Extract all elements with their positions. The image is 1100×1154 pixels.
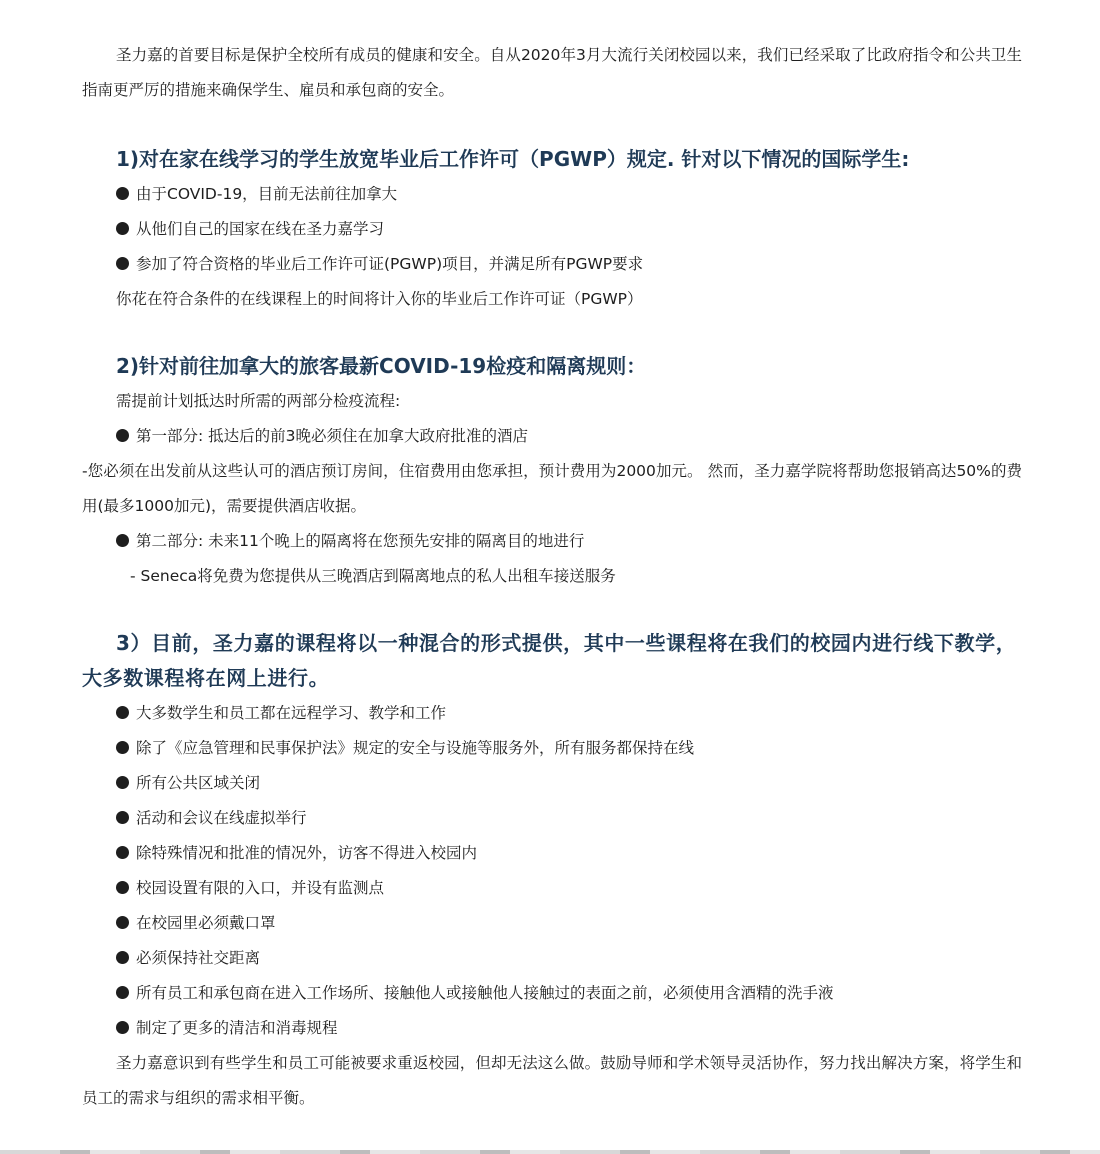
bullet-icon — [116, 951, 129, 964]
list-item: 必须保持社交距离 — [82, 941, 1022, 976]
section-2-heading: 2)针对前往加拿大的旅客最新COVID-19检疫和隔离规则： — [116, 354, 647, 378]
spacer — [82, 108, 1022, 142]
list-item: 除特殊情况和批准的情况外，访客不得进入校园内 — [82, 836, 1022, 871]
section-3-list — [82, 696, 1022, 1046]
bullet-icon — [116, 846, 129, 859]
list-item: 制定了更多的清洁和消毒规程 — [82, 1011, 1022, 1046]
list-item: 所有公共区域关闭 — [82, 766, 1022, 801]
bullet-icon — [116, 811, 129, 824]
section-1-note: 你花在符合条件的在线课程上的时间将计入你的毕业后工作许可证（PGWP） — [116, 290, 643, 308]
bullet-icon — [116, 534, 129, 547]
bullet-icon — [116, 916, 129, 929]
closing-paragraph: 圣力嘉意识到有些学生和员工可能被要求重返校园，但却无法这么做。鼓励导师和学术领导灵活协作，努力找出解决方案，将学生和员工的需求与组织的需求相平衡。 — [82, 1054, 1022, 1107]
bullet-icon — [116, 776, 129, 789]
notice-document — [82, 38, 1022, 1116]
list-item: 除了《应急管理和民事保护法》规定的安全与设施等服务外，所有服务都保持在线 — [82, 731, 1022, 766]
list-item: 所有员工和承包商在进入工作场所、接触他人或接触他人接触过的表面之前，必须使用含酒精的洗手液 — [82, 976, 1022, 1011]
list-item: 由于COVID-19，目前无法前往加拿大 — [82, 177, 1022, 212]
part-1-detail: -您必须在出发前从这些认可的酒店预订房间，住宿费用由您承担，预计费用为2000加元。 然而，圣力嘉学院将帮助您报销高达50%的费用(最多1000加元)，需要提供酒店收据。 — [82, 462, 1022, 515]
list-item: 大多数学生和员工都在远程学习、教学和工作 — [82, 696, 1022, 731]
bullet-icon — [116, 257, 129, 270]
list-item: 活动和会议在线虚拟举行 — [82, 801, 1022, 836]
section-2-lead: 需提前计划抵达时所需的两部分检疫流程: — [116, 392, 401, 410]
bullet-icon — [116, 222, 129, 235]
bullet-icon — [116, 187, 129, 200]
bullet-icon — [116, 741, 129, 754]
bullet-icon — [116, 881, 129, 894]
list-item: 第二部分: 未来11个晚上的隔离将在您预先安排的隔离目的地进行 — [82, 524, 1022, 559]
intro-paragraph: 圣力嘉的首要目标是保护全校所有成员的健康和安全。自从2020年3月大流行关闭校园以来，我们已经采取了比政府指令和公共卫生指南更严厉的措施来确保学生、雇员和承包商的安全。 — [82, 46, 1022, 99]
bullet-icon — [116, 1021, 129, 1034]
bullet-icon — [116, 986, 129, 999]
bottom-edge-divider — [0, 1150, 1100, 1154]
list-item: 第一部分: 抵达后的前3晚必须住在加拿大政府批准的酒店 — [82, 419, 1022, 454]
list-item: 校园设置有限的入口，并设有监测点 — [82, 871, 1022, 906]
list-item: 在校园里必须戴口罩 — [82, 906, 1022, 941]
spacer — [82, 317, 1022, 349]
list-item: 从他们自己的国家在线在圣力嘉学习 — [82, 212, 1022, 247]
bullet-icon — [116, 706, 129, 719]
section-3-heading: 3）目前，圣力嘉的课程将以一种混合的形式提供，其中一些课程将在我们的校园内进行线下教学，大多数课程将在网上进行。 — [82, 631, 1017, 690]
list-item: 参加了符合资格的毕业后工作许可证(PGWP)项目，并满足所有PGWP要求 — [82, 247, 1022, 282]
part-2-detail: - Seneca将免费为您提供从三晚酒店到隔离地点的私人出租车接送服务 — [130, 567, 616, 585]
bullet-icon — [116, 429, 129, 442]
section-1-heading: 1)对在家在线学习的学生放宽毕业后工作许可（PGWP）规定. 针对以下情况的国际学生: — [116, 147, 910, 171]
spacer — [82, 594, 1022, 626]
